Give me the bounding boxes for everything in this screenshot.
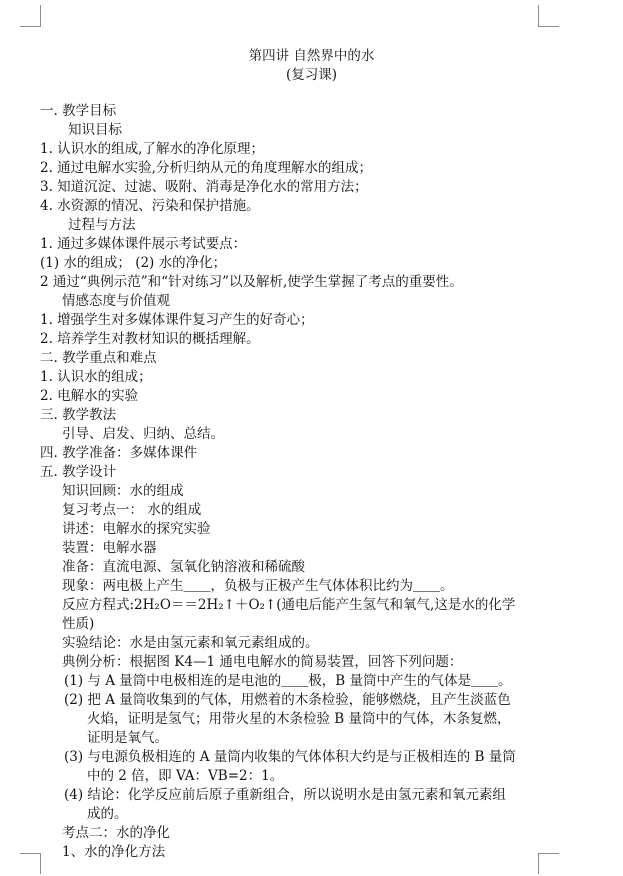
paragraph-line: 准备：直流电源、氢氧化钠溶液和稀硫酸 [62,559,305,575]
list-item: 3. 知道沉淀、过滤、吸附、消毒是净化水的常用方法； [40,179,368,195]
paragraph-line: 实验结论：水是由氢元素和氧元素组成的。 [62,635,319,651]
subsection-heading: 情感态度与价值观 [62,293,170,309]
subsection-heading: 过程与方法 [68,217,136,233]
section-heading: 三. 教学教法 [40,407,117,423]
document-subtitle: (复习课) [285,67,338,83]
crop-mark-bottom-left-h [20,853,41,854]
paragraph-line: 典例分析：根据图 K4—1 通电电解水的简易装置，回答下列问题： [62,654,463,670]
list-item-continuation: 证明是氧气。 [87,730,168,746]
list-item: (2) 把 A 量筒收集到的气体，用燃着的木条检验，能够燃烧，且产生淡蓝色 [64,692,511,708]
list-item: 2. 电解水的实验 [40,388,139,404]
paragraph-line: 反应方程式:2H₂O＝＝2H₂↑＋O₂↑(通电后能产生氢气和氧气,这是水的化学 [62,597,516,613]
crop-mark-bottom-right-h [538,853,559,854]
paragraph-line: 复习考点一： 水的组成 [62,502,202,518]
list-item: (1) 水的组成； (2) 水的净化； [40,255,227,271]
paragraph-line: 装置：电解水器 [62,540,157,556]
paragraph-line: 现象：两电极上产生＿＿，负极与正极产生气体体积比约为＿＿。 [62,578,454,594]
list-item-continuation: 中的 2 倍，即 VA：VB=2：1。 [87,768,284,784]
section-heading: 五. 教学设计 [40,464,117,480]
list-item-continuation: 火焰，证明是氢气；用带火星的木条检验 B 量筒中的气体，木条复燃， [87,711,511,727]
document-title: 第四讲 自然界中的水 [248,48,375,64]
list-item: 1. 认识水的组成,了解水的净化原理； [40,141,264,157]
crop-mark-top-left-h [20,26,41,27]
list-item: 1. 增强学生对多媒体课件复习产生的好奇心； [40,312,314,328]
paragraph-line: 考点二：水的净化 [62,825,170,841]
list-item: 1. 通过多媒体课件展示考试要点： [40,236,247,252]
paragraph-line: 引导、启发、归纳、总结。 [62,426,224,442]
list-item: 2. 通过电解水实验,分析归纳从元的角度理解水的组成； [40,160,372,176]
list-item: 2 通过“典例示范”和“针对练习”以及解析,使学生掌握了考点的重要性。 [40,274,463,290]
crop-mark-top-right-v [538,5,539,26]
section-heading: 一. 教学目标 [40,103,117,119]
subsection-heading: 知识目标 [68,122,122,138]
section-heading: 四. 教学准备：多媒体课件 [40,445,198,461]
list-item: 2. 培养学生对教材知识的概括理解。 [40,331,260,347]
paragraph-line: 讲述：电解水的探究实验 [62,521,211,537]
crop-mark-top-left-v [40,5,41,26]
section-heading: 二. 教学重点和难点 [40,350,157,366]
paragraph-line: 性质) [62,616,95,632]
list-item-continuation: 成的。 [87,806,128,822]
crop-mark-top-right-h [538,26,559,27]
paragraph-line: 知识回顾：水的组成 [62,483,184,499]
list-item: (3) 与电源负极相连的 A 量筒内收集的气体体积大约是与正极相连的 B 量筒 [64,749,516,765]
crop-mark-bottom-right-v [538,853,539,874]
paragraph-line: 1、水的净化方法 [62,844,166,860]
list-item: (4) 结论：化学反应前后原子重新组合，所以说明水是由氢元素和氧元素组 [64,787,506,803]
list-item: 1. 认识水的组成； [40,369,152,385]
list-item: 4. 水资源的情况、污染和保护措施。 [40,198,260,214]
list-item: (1) 与 A 量筒中电极相连的是电池的＿＿极，B 量筒中产生的气体是＿＿。 [64,673,512,689]
crop-mark-bottom-left-v [40,853,41,874]
